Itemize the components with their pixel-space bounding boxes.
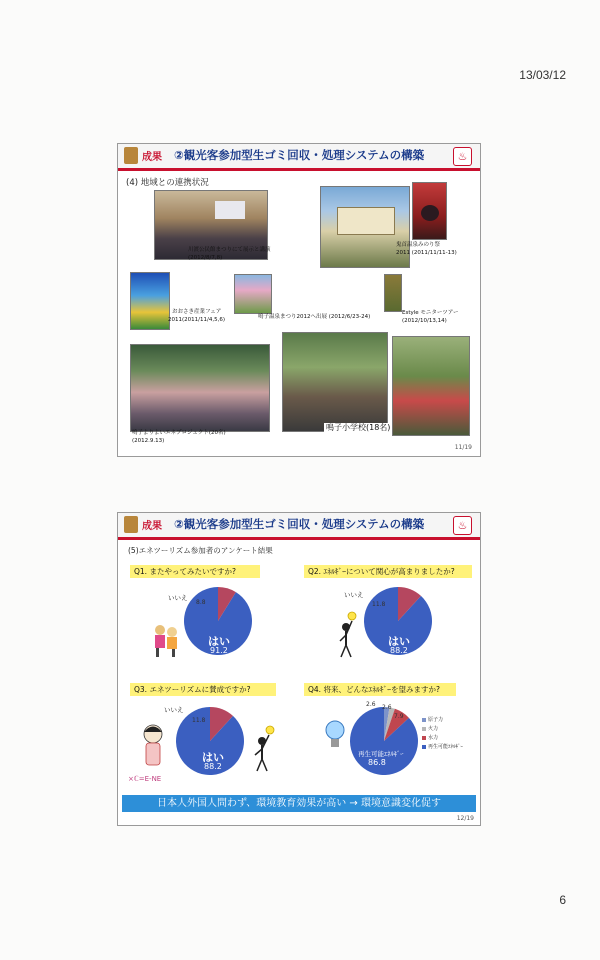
legend-item-renewable	[422, 743, 463, 752]
caption-naruko-school: 鳴子小学校(18名)	[326, 423, 391, 432]
legend-item-thermal	[422, 725, 463, 734]
q4-hydro-value: 7.9	[394, 713, 404, 720]
caption-monitor-tour-date: (2012/10/13,14)	[402, 318, 447, 324]
legend-swatch-nuclear	[422, 718, 426, 722]
legend-swatch-hydro	[422, 736, 426, 740]
kokeshi-doll-icon	[140, 723, 166, 767]
q2-no-label: いいえ	[344, 591, 364, 599]
photo-naruko-energy-project-group	[130, 344, 270, 432]
photo-festival-poster	[412, 182, 447, 240]
hot-spring-icon: ♨	[453, 516, 472, 535]
slide-subtitle: (5)エネツーリズム参加者のアンケート結果	[128, 546, 273, 555]
stick-figure-bulb-icon-2	[252, 725, 276, 773]
q1-yes-value: 91.2	[210, 646, 228, 655]
caption-energy-project: 鳴子よりよいエネプロジェクト(20名)	[132, 430, 226, 436]
slide-number: 11/19	[454, 444, 472, 451]
slide-header	[118, 513, 480, 540]
caption-energy-project-date: (2012.9.13)	[132, 438, 165, 444]
photo-school-kids-planting	[392, 336, 470, 436]
legend-label-thermal: 火力	[428, 726, 439, 732]
legend-label-hydro: 水力	[428, 735, 439, 741]
q3-no-value: 11.8	[192, 717, 206, 724]
stick-figure-bulb-icon	[336, 611, 358, 659]
q1-no-value: 8.8	[196, 599, 206, 606]
q3-yes-label: はい	[202, 751, 224, 764]
caption-onikobe-festival-date: 2011 (2011/11/11-13)	[396, 250, 457, 256]
q4-legend	[422, 716, 463, 752]
legend-label-nuclear: 原子力	[428, 717, 444, 723]
caption-industry-fair-date: 2011(2011/11/4,5,6)	[168, 317, 225, 323]
slide-survey-results	[117, 512, 481, 826]
project-logo-icon	[124, 147, 138, 164]
q3-no-label: いいえ	[164, 706, 184, 714]
legend-swatch-thermal	[422, 727, 426, 731]
photo-onsen-festival	[234, 274, 272, 314]
partner-logos: ×ℂ=E-NE	[128, 775, 162, 783]
caption-onsen-festival: 鳴子温泉まつり2012へ出展 (2012/6/23-24)	[258, 314, 371, 320]
page-number: 6	[559, 893, 566, 907]
q4-main-label: 再生可能ｴﾈﾙｷﾞｰ	[358, 750, 404, 758]
caption-onikobe-festival: 鬼首温泉みのり祭	[396, 242, 441, 248]
photo-industry-fair-poster	[130, 272, 170, 330]
slide-tag: 成果	[142, 152, 162, 163]
slide-number: 12/19	[456, 815, 474, 822]
photo-naruko-elementary-school	[282, 332, 388, 432]
q2-yes-label: はい	[388, 635, 410, 648]
project-logo-icon	[124, 516, 138, 533]
question-3-label: Q3. エネツーリズムに賛成ですか?	[130, 683, 276, 696]
legend-swatch-renewable	[422, 745, 426, 749]
slide-header	[118, 144, 480, 171]
q3-yes-value: 88.2	[204, 762, 222, 771]
caption-monitor-tour: Estyle モニターツアー	[402, 310, 459, 316]
slide-title: ②観光客参加型生ゴミ回収・処理システムの構築	[174, 517, 425, 531]
q1-yes-label: はい	[208, 635, 230, 648]
photo-monitor-tour	[384, 274, 402, 312]
slide-subtitle: (4) 地域との連携状況	[126, 178, 209, 188]
hot-spring-icon: ♨	[453, 147, 472, 166]
q1-no-label: いいえ	[168, 594, 188, 602]
conclusion-banner: 日本人外国人問わず、環境教育効果が高い → 環境意識変化促す	[122, 795, 476, 812]
slide-regional-cooperation	[117, 143, 481, 457]
question-4-label: Q4. 将来、どんなｴﾈﾙｷﾞｰを望みますか?	[304, 683, 456, 696]
q4-thermal-value: 2.6	[382, 704, 392, 711]
slide-tag: 成果	[142, 521, 162, 532]
caption-community-hall-date: (2012/8/7,8)	[188, 255, 223, 261]
caption-industry-fair: おおさき産業フェア	[172, 309, 222, 315]
kids-illustration	[152, 623, 180, 659]
q2-no-value: 11.8	[372, 601, 386, 608]
slide-title: ②観光客参加型生ゴミ回収・処理システムの構築	[174, 148, 425, 162]
q2-yes-value: 88.2	[390, 646, 408, 655]
question-1-label: Q1. またやってみたいですか?	[130, 565, 260, 578]
legend-item-hydro	[422, 734, 463, 743]
q4-main-value: 86.8	[368, 758, 386, 767]
question-2-label: Q2. ｴﾈﾙｷﾞｰについて関心が高まりましたか?	[304, 565, 472, 578]
caption-community-hall: 川渡公民館まつりにて展示と講演	[188, 247, 271, 253]
light-bulb-icon	[324, 719, 346, 751]
q4-nuclear-value: 2.6	[366, 701, 376, 708]
page-date: 13/03/12	[519, 68, 566, 82]
legend-label-renewable: 再生可能ｴﾈﾙｷﾞｰ	[428, 744, 464, 750]
legend-item-nuclear	[422, 716, 463, 725]
